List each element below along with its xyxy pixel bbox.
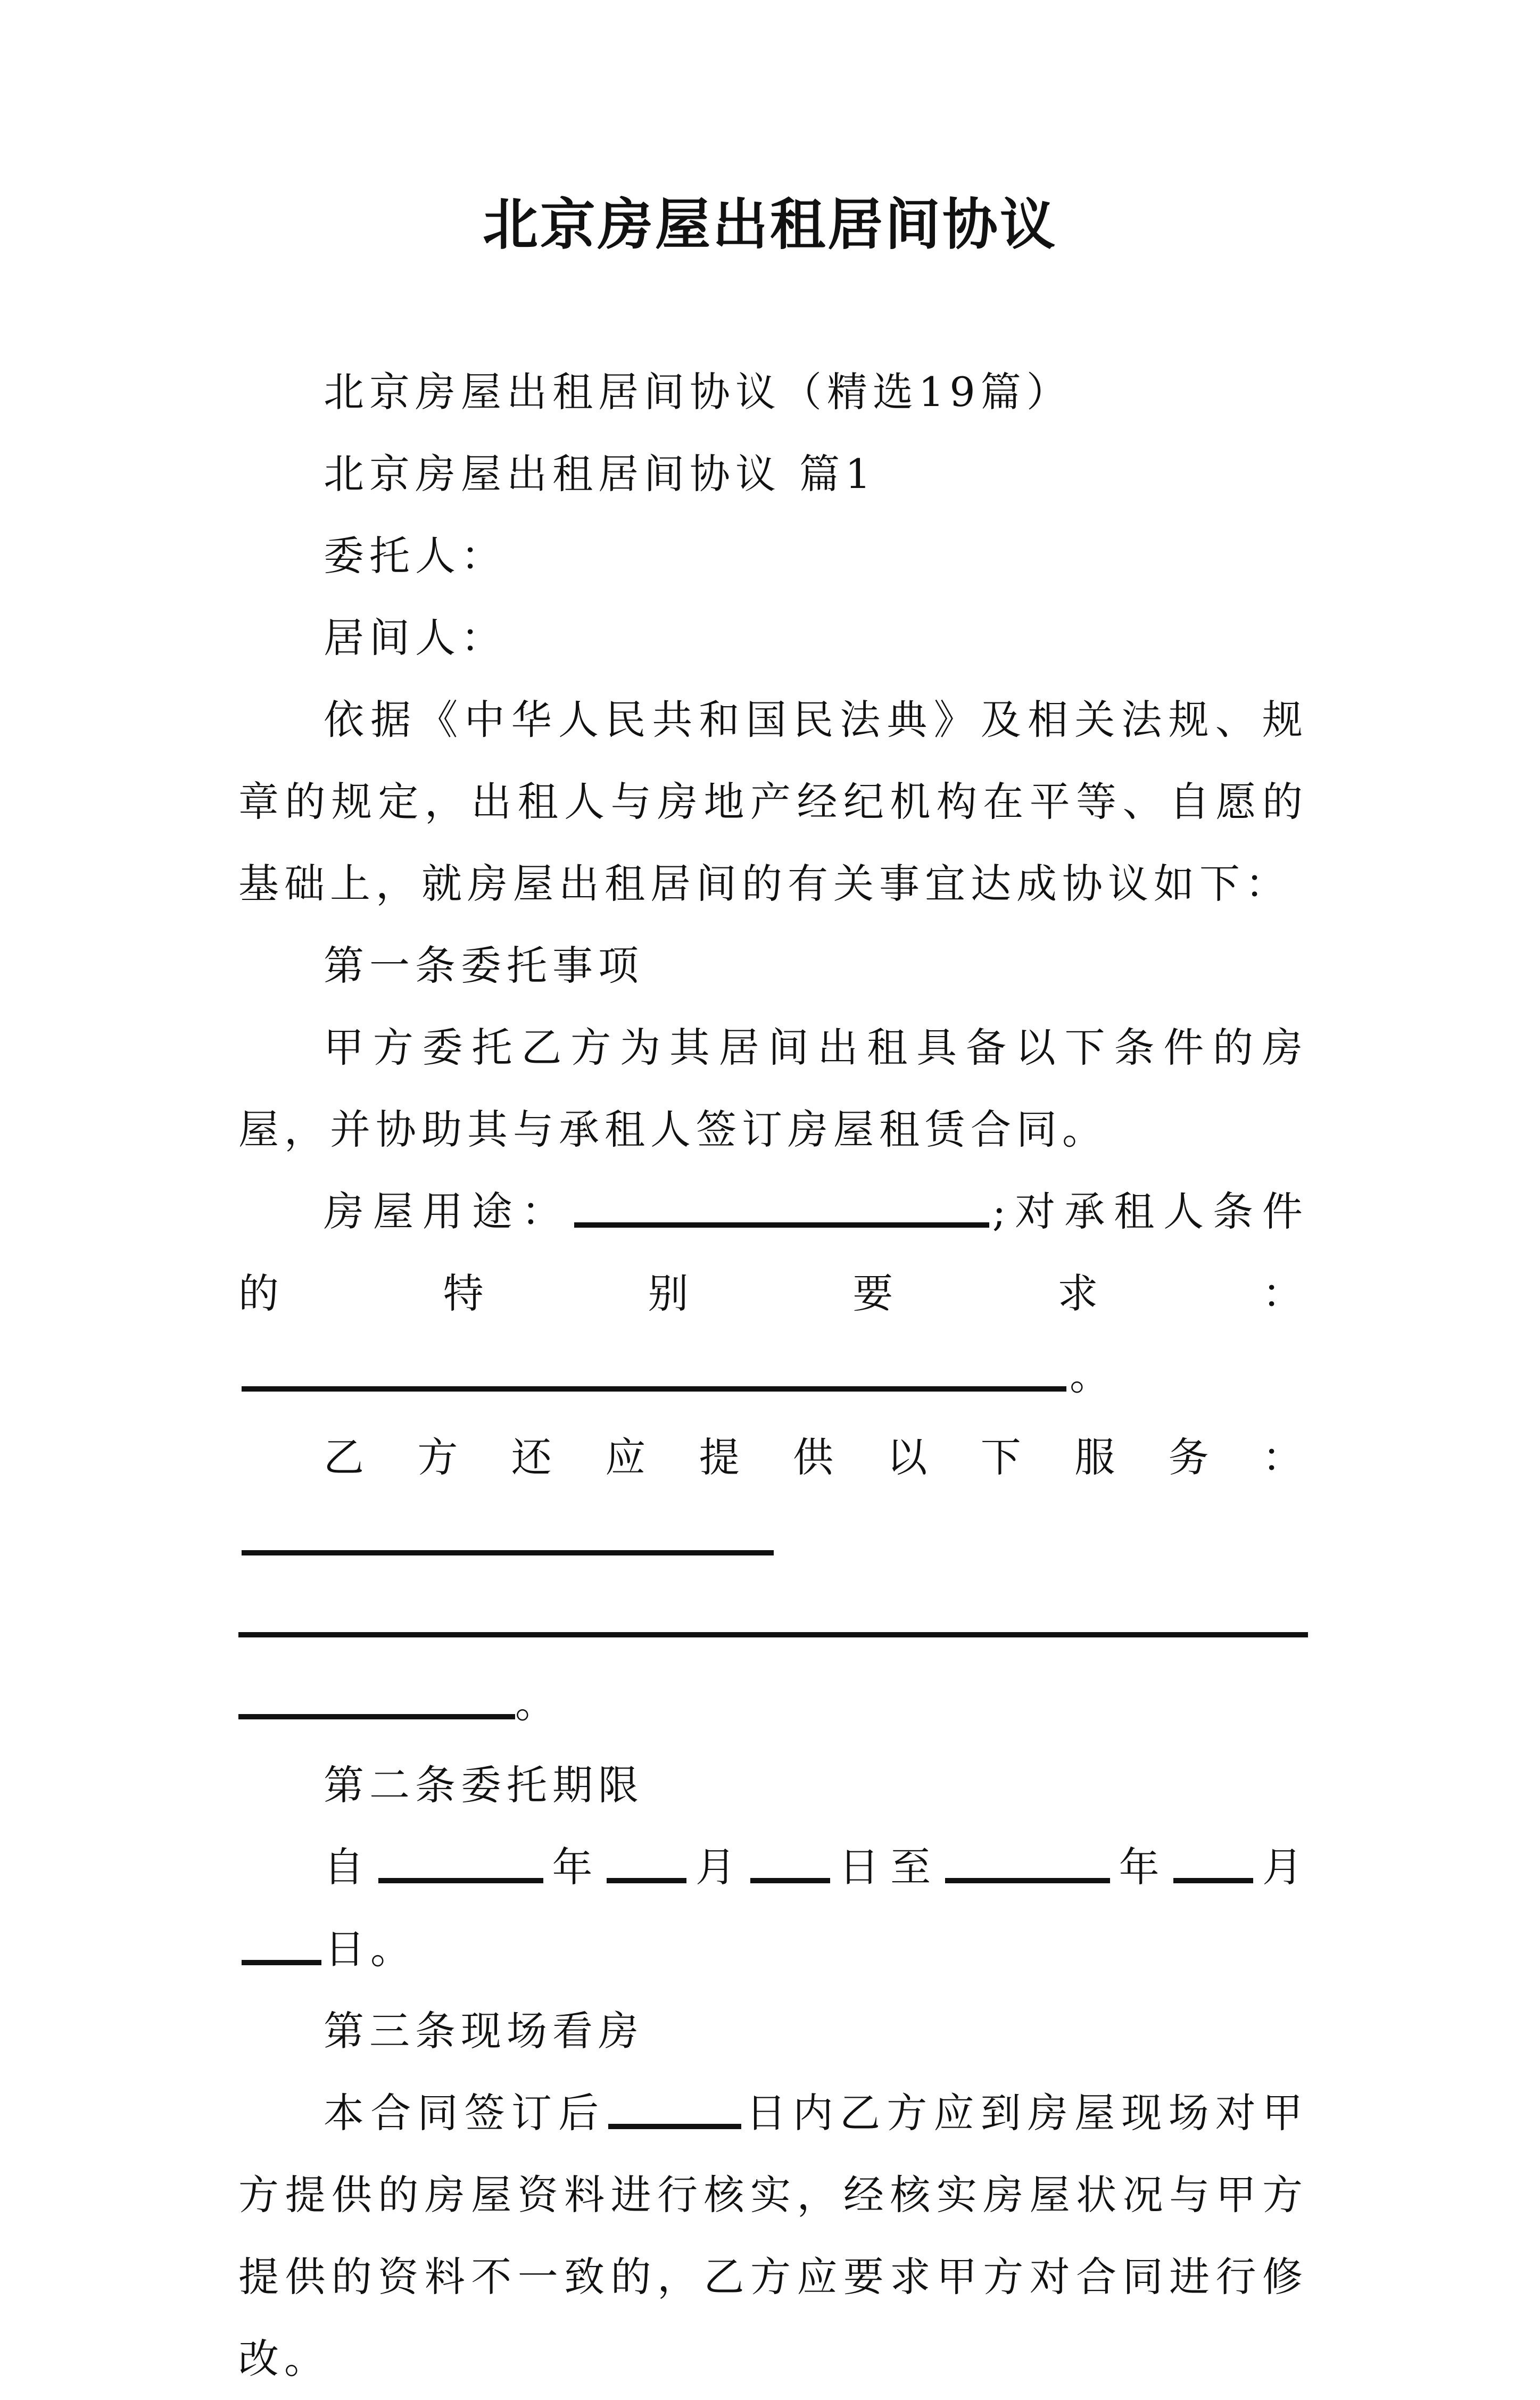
services-blank-1 <box>242 1550 774 1555</box>
period-day-end: 日。 <box>325 1925 416 1973</box>
article2-heading: 第二条委托期限 <box>324 1761 644 1809</box>
end-year-label: 年 <box>1113 1843 1171 1891</box>
preamble-paragraph: 依据《中华人民共和国民法典》及相关法规、规章的规定，出租人与房地产经纪机构在平等、自愿的基础上，就房屋出租居间的有关事宜达成协议如下： <box>238 696 1308 907</box>
end-month-blank <box>1173 1878 1253 1883</box>
end-day-blank <box>242 1960 321 1965</box>
article1-use-paragraph <box>238 1171 1308 1417</box>
start-day-blank <box>750 1878 830 1883</box>
inspection-text-after: 日内乙方应到房屋现场对甲方提供的房屋资料进行核实，经核实房屋状况与甲方提供的资料不一致的，乙方应要求甲方对合同进行修改。 <box>238 2089 1309 2382</box>
article2-period-paragraph <box>238 1826 1308 1990</box>
use-blank <box>574 1222 989 1228</box>
article1-text: 甲方委托乙方为其居间出租具备以下条件的房屋，并协助其与承租人签订房屋租赁合同。 <box>238 1024 1308 1153</box>
start-year-label: 年 <box>546 1843 604 1891</box>
subtitle: 北京房屋出租居间协议（精选19篇） <box>324 368 1072 416</box>
section-heading: 北京房屋出租居间协议 篇1 <box>324 450 876 498</box>
article3-paragraph <box>238 2072 1308 2400</box>
inspection-text-before: 本合同签订后 <box>324 2089 606 2137</box>
start-month-label: 月 <box>690 1843 747 1891</box>
requirements-blank <box>242 1386 1066 1392</box>
period-from: 自 <box>324 1843 375 1891</box>
article3-heading: 第三条现场看房 <box>324 2007 644 2055</box>
inspection-days-blank <box>608 2124 741 2129</box>
intermediary-label: 居间人： <box>324 614 507 661</box>
requirements-label: ;对承租人条件的特别要求： <box>238 1188 1309 1317</box>
article1-services-paragraph <box>238 1417 1308 1744</box>
document-title: 北京房屋出租居间协议 <box>482 192 1057 257</box>
services-end: 。 <box>515 1679 561 1727</box>
use-label: 房屋用途： <box>324 1188 571 1235</box>
period-day-to: 日至 <box>833 1843 942 1891</box>
end-year-blank <box>945 1878 1110 1883</box>
services-blank-2 <box>238 1632 1308 1637</box>
services-blank-3 <box>238 1714 515 1719</box>
document-body <box>238 351 1308 2400</box>
start-month-blank <box>607 1878 686 1883</box>
services-label: 乙方还应提供以下服务： <box>324 1434 1308 1481</box>
principal-label: 委托人： <box>324 532 507 580</box>
requirements-end: 。 <box>1070 1352 1115 1399</box>
start-year-blank <box>378 1878 543 1883</box>
end-month-label: 月 <box>1256 1843 1309 1891</box>
article1-heading: 第一条委托事项 <box>324 942 644 989</box>
